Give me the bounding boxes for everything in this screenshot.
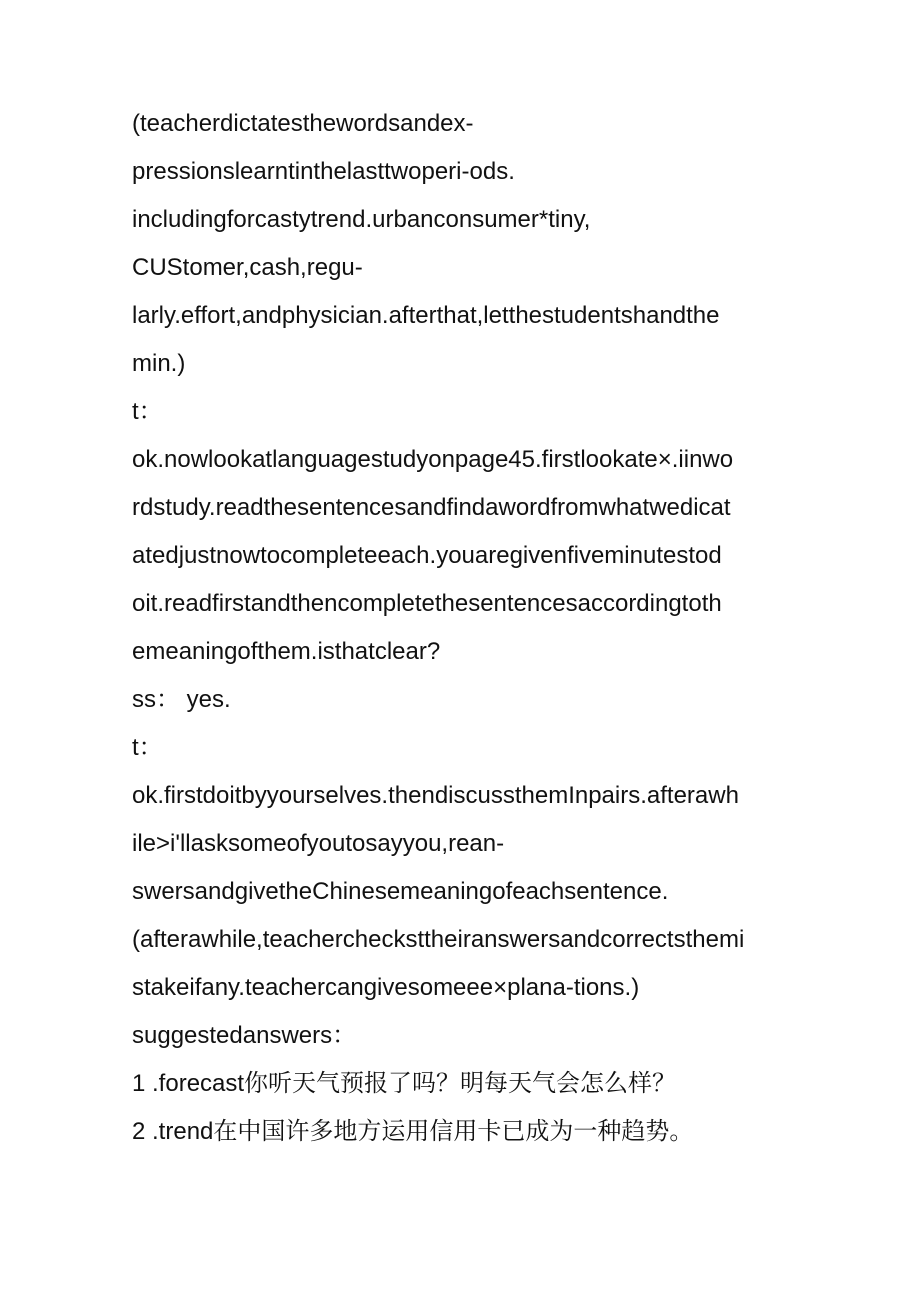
text-line: (afterawhile,teacherchecksttheiranswersandcorrectsthemi bbox=[132, 926, 745, 953]
text-line: includingforcastytrend.urbanconsumer*tiny, bbox=[132, 206, 591, 233]
speaker-label: t： bbox=[132, 398, 163, 425]
text-line: pressionslearntinthelasttwoperi-ods. bbox=[132, 158, 515, 185]
text-line: ok.nowlookatlanguagestudyonpage45.firstlookate×.iinwo bbox=[132, 446, 734, 473]
text-line: atedjustnowtocompleteeach.youaregivenfiveminutestod bbox=[132, 542, 722, 569]
speaker-label: t： bbox=[132, 734, 163, 761]
document-body bbox=[132, 100, 792, 1156]
answer-item: 1 .forecast你听天气预报了吗？明每天气会怎么样？ bbox=[132, 1070, 677, 1097]
text-line: min.) bbox=[132, 350, 186, 377]
text-line: emeaningofthem.isthatclear? bbox=[132, 638, 441, 665]
text-line: oit.readfirstandthencompletethesentencesaccordingtoth bbox=[132, 590, 722, 617]
text-line: ile>i'llasksomeofyoutosayyou,rean- bbox=[132, 830, 505, 857]
text-line: rdstudy.readthesentencesandfindawordfromwhatwedicat bbox=[132, 494, 731, 521]
answer-item: 2 .trend在中国许多地方运用信用卡已成为一种趋势。 bbox=[132, 1118, 694, 1145]
speaker-line: ss： yes. bbox=[132, 686, 231, 713]
section-heading: suggestedanswers： bbox=[132, 1022, 357, 1049]
text-line: swersandgivetheChinesemeaningofeachsentence. bbox=[132, 878, 669, 905]
text-line: ok.firstdoitbyyourselves.thendiscussthemInpairs.afterawh bbox=[132, 782, 739, 809]
text-line: (teacherdictatesthewordsandex- bbox=[132, 110, 474, 137]
text-line: stakeifany.teachercangivesomeee×plana-tions.) bbox=[132, 974, 640, 1001]
text-line: larly.effort,andphysician.afterthat,letthestudentshandthe bbox=[132, 302, 720, 329]
text-line: CUStomer,cash,regu- bbox=[132, 254, 363, 281]
